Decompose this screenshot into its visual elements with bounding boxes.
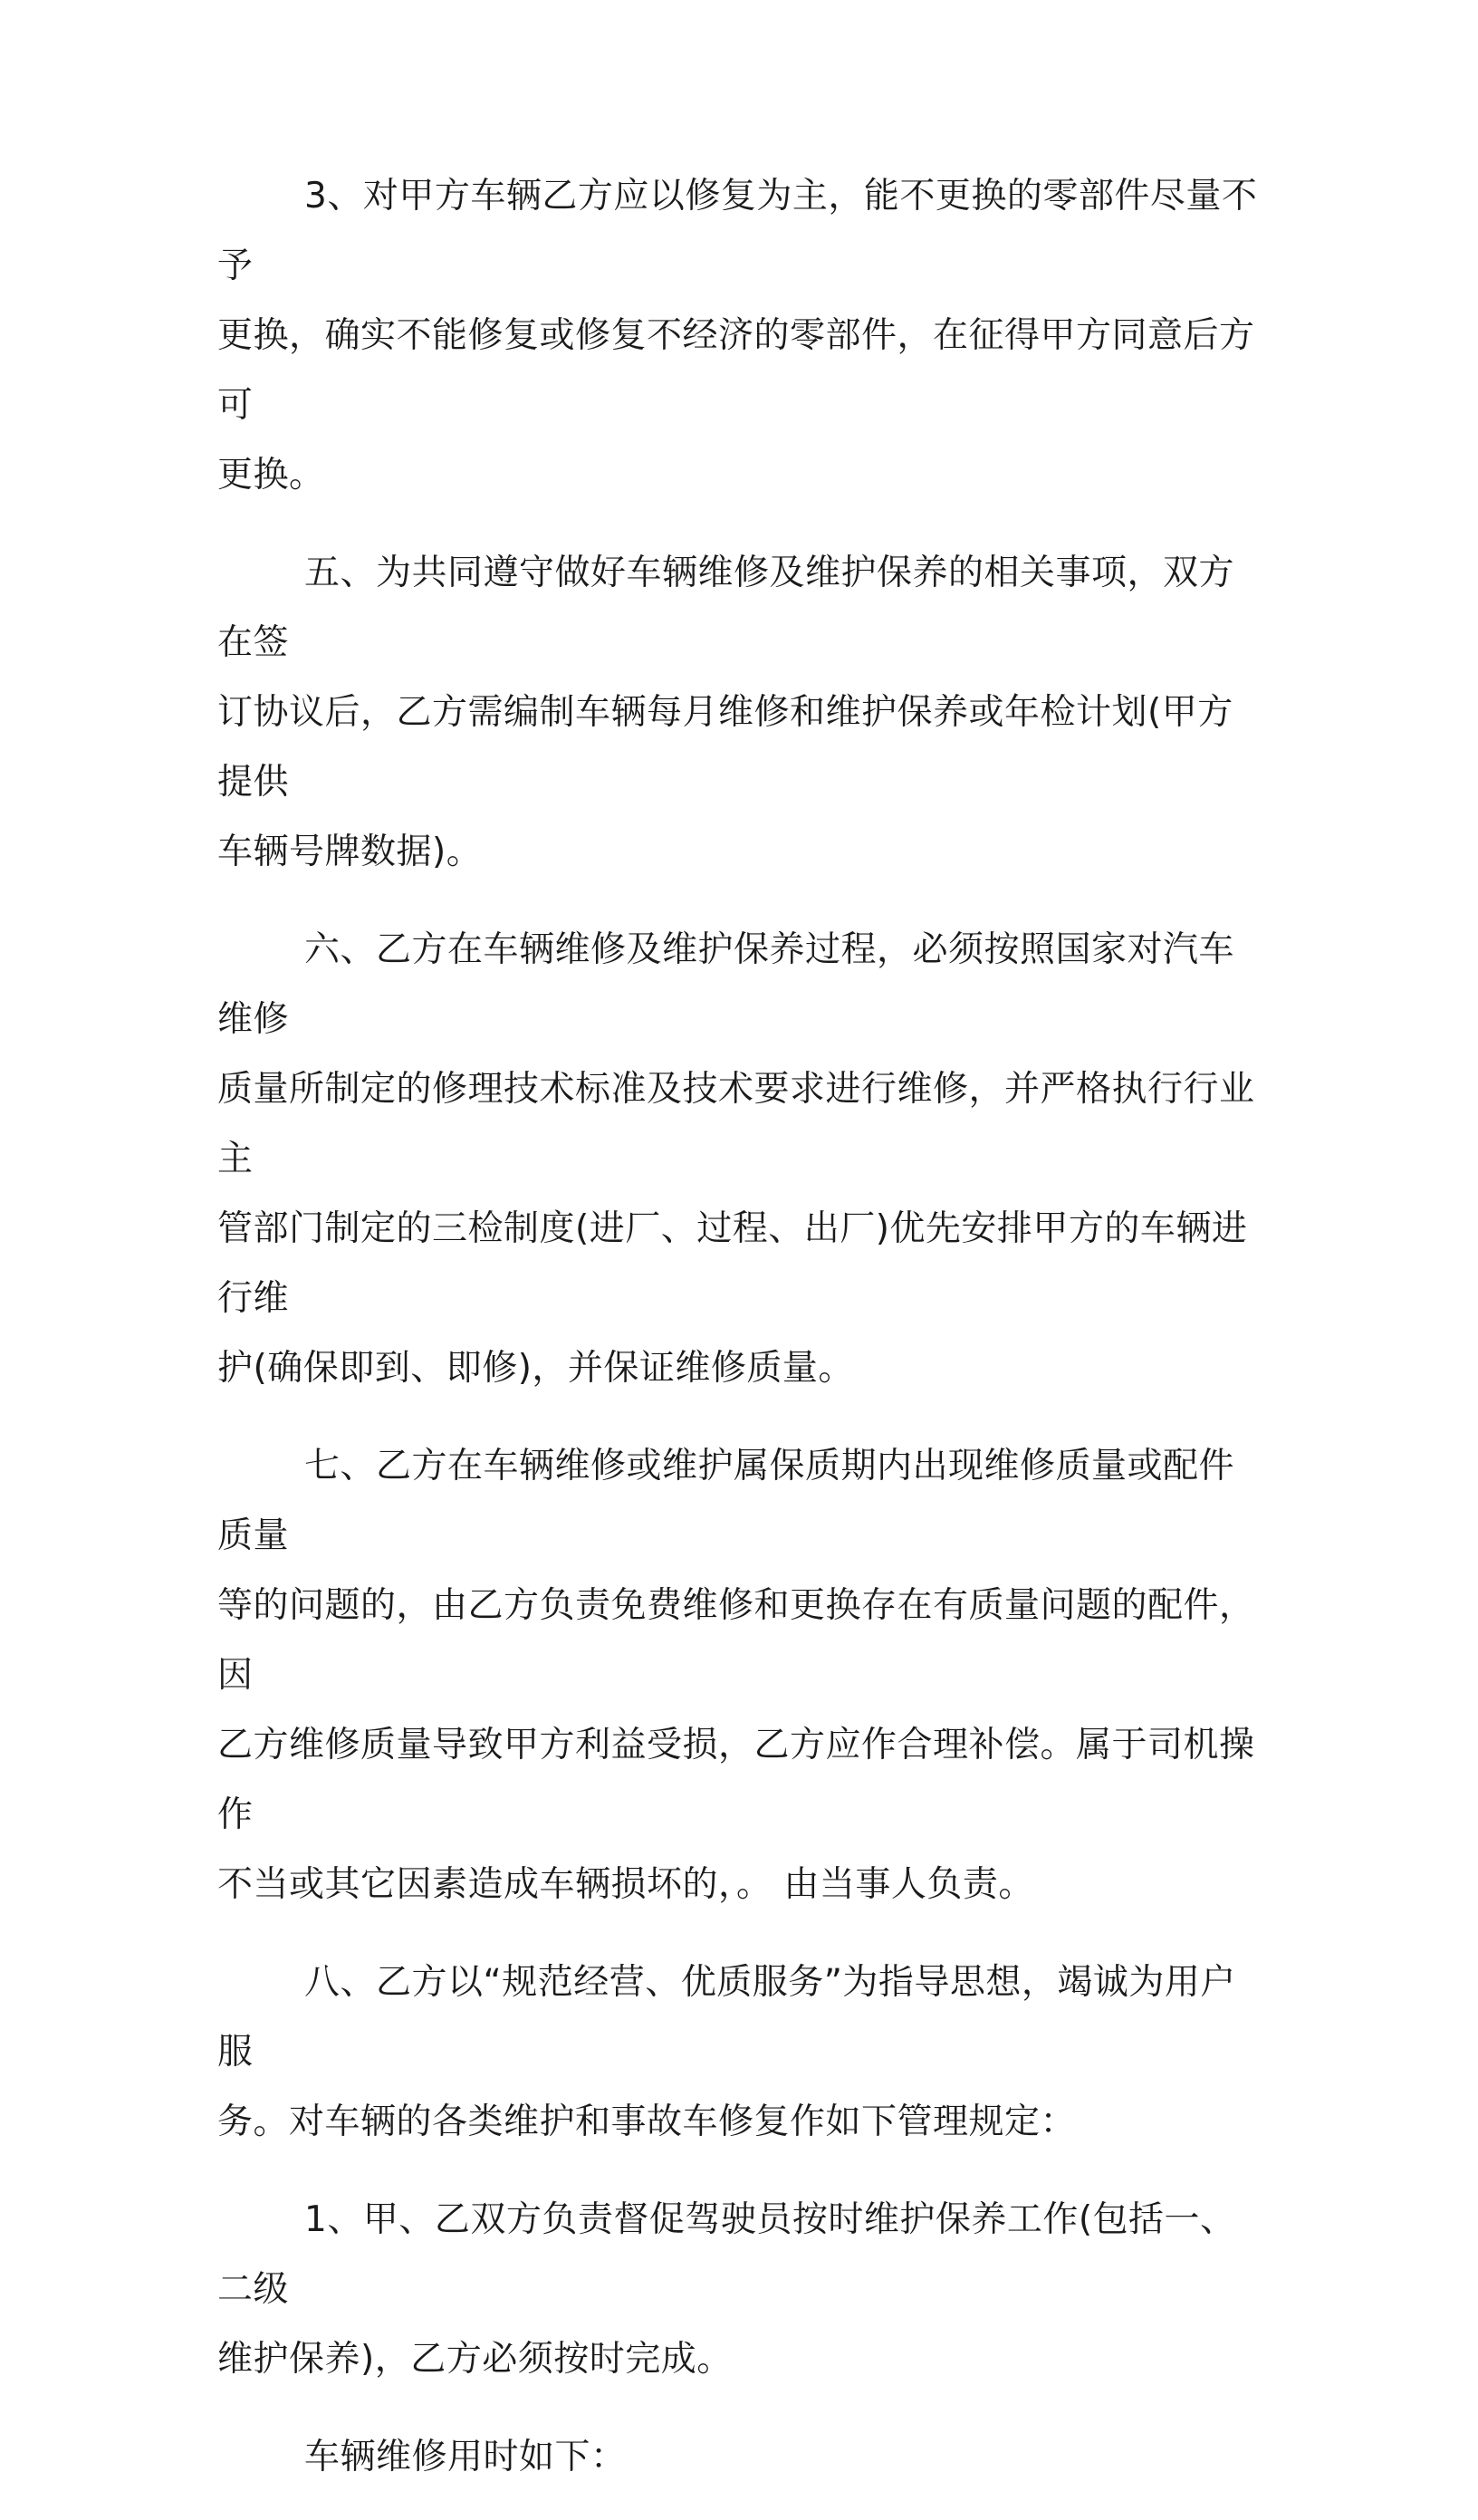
text-line: 更换，确实不能修复或修复不经济的零部件，在征得甲方同意后方可 xyxy=(217,315,1255,426)
text-line: 七、乙方在车辆维修或维护属保质期内出现维修质量或配件质量 xyxy=(217,1446,1235,1556)
text-line: 不当或其它因素造成车辆损坏的，。 由当事人负责。 xyxy=(217,1864,1034,1905)
document-body xyxy=(217,161,1259,2520)
paragraph-section-7 xyxy=(217,1431,1259,1919)
text-line: 等的问题的，由乙方负责免费维修和更换存在有质量问题的配件，因 xyxy=(217,1585,1255,1696)
text-line: 护(确保即到、即修)，并保证维修质量。 xyxy=(217,1348,854,1389)
text-line: 1、甲、乙双方负责督促驾驶员按时维护保养工作(包括一、二级 xyxy=(217,2199,1236,2310)
text-line: 务。对车辆的各类维护和事故车修复作如下管理规定： xyxy=(217,2102,1077,2142)
text-line: 质量所制定的修理技术标准及技术要求进行维修，并严格执行行业主 xyxy=(217,1069,1255,1179)
text-line: 乙方维修质量导致甲方利益受损，乙方应作合理补偿。属于司机操作 xyxy=(217,1725,1255,1835)
text-line: 订协议后，乙方需编制车辆每月维修和维护保养或年检计划(甲方提供 xyxy=(217,692,1233,803)
paragraph-section-6 xyxy=(217,915,1259,1403)
text-line: 车辆号牌数据)。 xyxy=(217,832,483,872)
text-line: 管部门制定的三检制度(进厂、过程、出厂)优先安排甲方的车辆进行维 xyxy=(217,1208,1248,1319)
paragraph-section-5 xyxy=(217,538,1259,887)
paragraph-item-3 xyxy=(217,161,1259,510)
text-line: 六、乙方在车辆维修及维护保养过程，必须按照国家对汽车维修 xyxy=(217,929,1235,1040)
paragraph-section-8-item-1 xyxy=(217,2185,1259,2394)
text-line: 车辆维修用时如下： xyxy=(304,2437,627,2477)
text-line: 五、为共同遵守做好车辆维修及维护保养的相关事项，双方在签 xyxy=(217,553,1235,663)
paragraph-section-8 xyxy=(217,1948,1259,2157)
paragraph-repair-time-heading xyxy=(217,2422,1259,2492)
text-line: 3、对甲方车辆乙方应以修复为主，能不更换的零部件尽量不予 xyxy=(217,176,1258,286)
text-line: 八、乙方以“规范经营、优质服务”为指导思想，竭诚为用户服 xyxy=(217,1962,1236,2073)
text-line: 维护保养)，乙方必须按时完成。 xyxy=(217,2339,733,2380)
text-line: 更换。 xyxy=(217,455,325,495)
